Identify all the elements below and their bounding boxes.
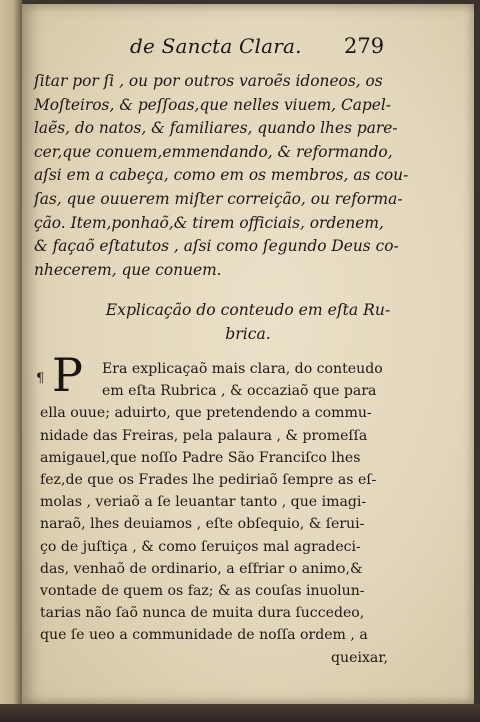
text-line: cer,que conuem,emmendando, & reformando, [34,142,393,161]
heading-line: brica. [225,325,271,343]
text-line: vontade de quem os faz; & as couſas inuolun- [40,583,365,600]
section-heading [22,298,474,346]
heading-line: Explicação do conteudo em eſta Ru- [105,301,391,319]
page-header [22,34,474,64]
text-line: em eſta Rubrica , & occaziaõ que para [102,383,377,400]
text-line: ço de juſtiça , & como ſeruiços mal agradeci- [40,538,361,555]
paragraph-marker: ¶ [36,371,45,386]
text-line: aſsi em a cabeça, como em os membros, as cou- [34,166,409,185]
text-line: ella ouue; aduirto, que pretendendo a commu- [40,405,372,422]
text-line: & façaõ eſtatutos , aſsi como ſegundo Deus co- [34,237,399,256]
page-number: 279 [344,34,385,58]
drop-cap: P [52,348,83,402]
body-paragraph [36,348,390,669]
text-line: Era explicaçaõ mais clara, do conteudo [102,361,383,377]
text-line: nidade das Freiras, pela palaura , & promeſſa [40,427,368,444]
text-line: que ſe ueo a communidade de noſſa ordem , a [40,627,368,644]
text-line: ſas, que ouuerem miſter correição, ou reforma- [34,189,403,208]
italic-paragraph [34,70,409,282]
text-line: Moſteiros, & peſſoas,que nelles viuem, Capel- [34,95,391,114]
catchword: queixar, [331,649,388,666]
text-line: laẽs, do natos, & familiares, quando lhes pare- [34,119,398,138]
text-line: fez,de que os Frades lhe pediriaõ ſempre as eſ- [40,472,377,489]
text-line: amigauel,que noſſo Padre São Franciſco lhes [40,449,361,466]
facing-page-edge [0,0,22,722]
text-line: ſitar por ſi , ou por outros varoẽs idoneos, os [34,72,383,90]
text-line: ção. Item,ponhaõ,& tirem officiais, ordenem, [34,213,384,232]
text-line: nhecerem, que conuem. [34,260,222,279]
book-bottom-edge [0,704,480,722]
text-line: tarias não ſaõ nunca de muita dura ſuccedeo, [40,605,365,622]
text-line: molas , veriaõ a ſe leuantar tanto , que imagi- [40,494,367,511]
book-page [22,4,474,704]
text-line: das, venhaõ de ordinario, a eſfriar o animo,& [40,560,363,577]
text-line: naraõ, lhes deuiamos , eſte obſequio, & ſerui- [40,516,365,533]
running-head: de Sancta Clara. [130,34,302,58]
